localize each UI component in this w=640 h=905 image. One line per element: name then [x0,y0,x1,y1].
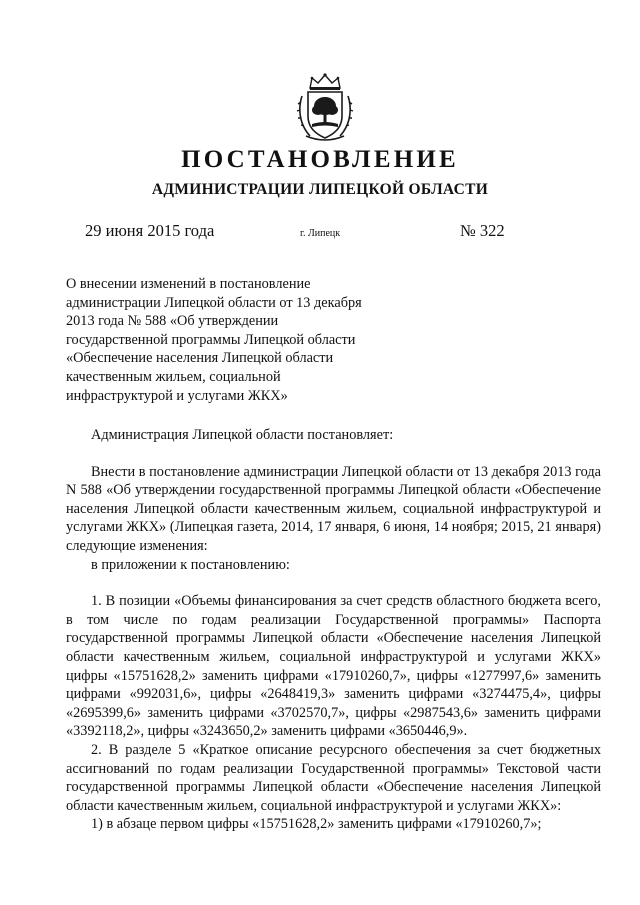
paragraph-item-1: 1. В позиции «Объемы финансирования за счет средств областного бюджета всего, в том числе по годам реализации Государственной программы» Паспорта государственной программы Липецкой области «Обеспечение населения Липецкой области качественным жильем, социальной инфраструктурой и услугами ЖКХ» цифры «15751628,2» заменить цифрами «17910260,7», цифры «1277997,6» заменить цифрами «992031,6», цифры «2648419,3» заменить цифрами «3274475,4», цифры «2695399,6» заменить цифрами «3702570,7», цифры «2987543,6» заменить цифрами «3392118,2», цифры «3243650,2» заменить цифрами «3650446,9». [66,593,601,740]
paragraph-amendments-intro: Внести в постановление администрации Липецкой области от 13 декабря 2013 года N 588 «Об утверждении государственной программы Липецкой области «Обеспечение населения Липецкой области качественным жильем, социальной инфраструктурой и услугами ЖКХ» (Липецкая газета, 2014, 17 января, 6 июня, 14 ноября; 2015, 21 января) следующие изменения: [66,463,601,554]
paragraph-resolves: Администрация Липецкой области постановляет: [91,427,394,443]
document-title: ПОСТАНОВЛЕНИЕ [181,146,459,173]
document-number: № 322 [460,221,505,240]
document-date: 29 июня 2015 года [85,221,215,240]
paragraph-item-2: 2. В разделе 5 «Краткое описание ресурсного обеспечения за счет бюджетных ассигнований по годам реализации Государственной программы» Текстовой части государственной программы Липецкой области «Обеспечение населения Липецкой области качественным жильем, социальной инфраструктурой и услугами ЖКХ»: [66,741,601,814]
document-subtitle: АДМИНИСТРАЦИИ ЛИПЕЦКОЙ ОБЛАСТИ [151,181,489,198]
paragraph-appendix: в приложении к постановлению: [91,556,290,573]
document-body [66,426,601,834]
coat-of-arms-icon [296,72,354,144]
paragraph-subitem-1: 1) в абзаце первом цифры «15751628,2» заменить цифрами «17910260,7»; [91,816,542,833]
document-city: г. Липецк [300,228,341,239]
document-subject: О внесении изменений в постановление администрации Липецкой области от 13 декабря 2013 года № 588 «Об утверждении государственной программы Липецкой области «Обеспечение населения Липецкой области качественным жильем, социальной инфраструктурой и услугами ЖКХ» [66,276,362,404]
